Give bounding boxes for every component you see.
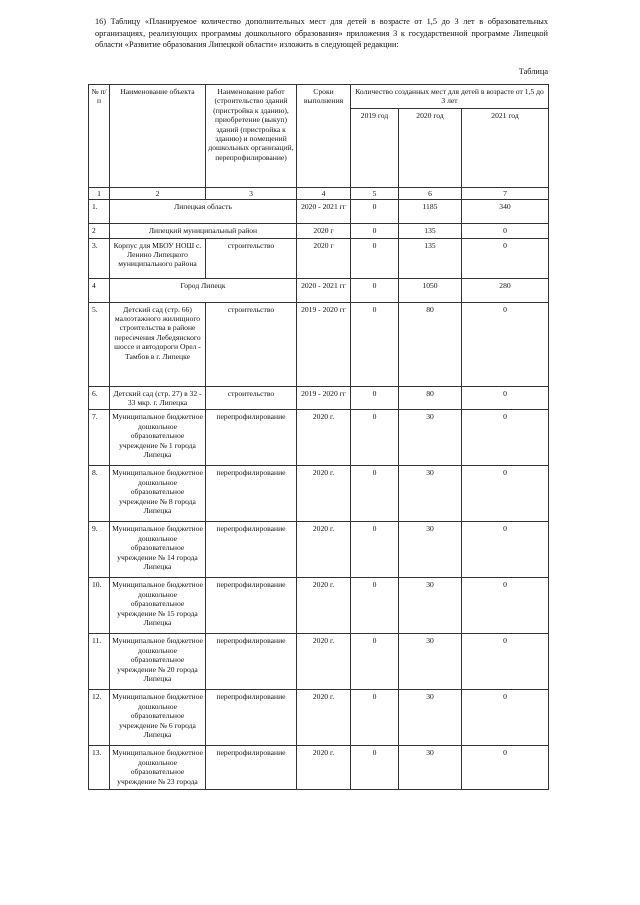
- row-terms-cell: 2020 г: [297, 238, 351, 278]
- row-name-cell: Муниципальное бюджетное дошкольное образовательное учреждение № 23 города: [110, 746, 206, 790]
- row-name-cell: Муниципальное бюджетное дошкольное образовательное учреждение № 14 города Липецка: [110, 522, 206, 578]
- table-row: [89, 238, 549, 278]
- row-number-cell: 8.: [89, 466, 110, 522]
- row-2019-cell: 0: [351, 466, 399, 522]
- header-places: Количество созданных мест для детей в возрасте от 1,5 до 3 лет: [351, 85, 549, 109]
- table-row: [89, 746, 549, 790]
- row-terms-cell: 2020 г.: [297, 410, 351, 466]
- table-row: [89, 578, 549, 634]
- row-number-cell: 4: [89, 278, 110, 302]
- row-number-cell: 2: [89, 224, 110, 238]
- row-2021-cell: 0: [462, 302, 549, 386]
- row-2021-cell: 0: [462, 578, 549, 634]
- row-2020-cell: 30: [399, 466, 462, 522]
- row-name-cell: Корпус для МБОУ НОШ с. Ленино Липецкого муниципального района: [110, 238, 206, 278]
- table-row: [89, 634, 549, 690]
- row-terms-cell: 2019 - 2020 гг: [297, 386, 351, 410]
- table-row: [89, 302, 549, 386]
- header-works: Наименование работ (строительство зданий (пристройка к зданию), приобретение (выкуп) зданий (пристройка к зданию) и помещений дошкольных организаций, перепрофилирование): [206, 85, 297, 188]
- row-terms-cell: 2020 - 2021 гг: [297, 278, 351, 302]
- row-number-cell: 10.: [89, 578, 110, 634]
- row-number-cell: 9.: [89, 522, 110, 578]
- header-name: Наименование объекта: [110, 85, 206, 188]
- row-number-cell: 7.: [89, 410, 110, 466]
- table-row: [89, 200, 549, 224]
- row-works-cell: перепрофилирование: [206, 578, 297, 634]
- row-2021-cell: 0: [462, 410, 549, 466]
- row-2020-cell: 30: [399, 522, 462, 578]
- row-2019-cell: 0: [351, 386, 399, 410]
- index-cell: 5: [351, 187, 399, 199]
- row-2020-cell: 80: [399, 386, 462, 410]
- row-name-cell: Муниципальное бюджетное дошкольное образовательное учреждение № 8 города Липецка: [110, 466, 206, 522]
- row-terms-cell: 2020 г.: [297, 746, 351, 790]
- row-terms-cell: 2020 г.: [297, 578, 351, 634]
- row-number-cell: 12.: [89, 690, 110, 746]
- table-row: [89, 386, 549, 410]
- index-cell: 1: [89, 187, 110, 199]
- row-number-cell: 11.: [89, 634, 110, 690]
- index-row: [89, 187, 549, 199]
- row-2021-cell: 0: [462, 690, 549, 746]
- row-number-cell: 5.: [89, 302, 110, 386]
- row-2020-cell: 30: [399, 578, 462, 634]
- row-number-cell: 1.: [89, 200, 110, 224]
- row-2020-cell: 30: [399, 410, 462, 466]
- table-label: Таблица: [518, 67, 548, 76]
- header-2019: 2019 год: [351, 108, 399, 187]
- row-terms-cell: 2020 г.: [297, 522, 351, 578]
- row-works-cell: строительство: [206, 238, 297, 278]
- row-terms-cell: 2020 г: [297, 224, 351, 238]
- row-2019-cell: 0: [351, 522, 399, 578]
- row-2019-cell: 0: [351, 634, 399, 690]
- row-terms-cell: 2019 - 2020 гг: [297, 302, 351, 386]
- row-works-cell: строительство: [206, 386, 297, 410]
- row-works-cell: перепрофилирование: [206, 466, 297, 522]
- table-body: [89, 200, 549, 790]
- row-2019-cell: 0: [351, 410, 399, 466]
- row-works-cell: перепрофилирование: [206, 746, 297, 790]
- row-2020-cell: 30: [399, 746, 462, 790]
- row-2019-cell: 0: [351, 302, 399, 386]
- index-cell: 6: [399, 187, 462, 199]
- row-2020-cell: 1185: [399, 200, 462, 224]
- table-row: [89, 522, 549, 578]
- row-terms-cell: 2020 г.: [297, 466, 351, 522]
- row-works-cell: строительство: [206, 302, 297, 386]
- header-terms: Сроки выполнения: [297, 85, 351, 188]
- row-works-cell: перепрофилирование: [206, 522, 297, 578]
- row-name-cell: Муниципальное бюджетное дошкольное образовательное учреждение № 20 города Липецка: [110, 634, 206, 690]
- table-row: [89, 466, 549, 522]
- row-2020-cell: 1050: [399, 278, 462, 302]
- row-name-cell: Детский сад (стр. 66) малоэтажного жилищного строительства в районе пересечения Лебедянского шоссе и автодороги Орел - Тамбов в г. Липецке: [110, 302, 206, 386]
- row-name-cell: Детский сад (стр. 27) в 32 - 33 мкр. г. Липецка: [110, 386, 206, 410]
- row-2019-cell: 0: [351, 238, 399, 278]
- row-2019-cell: 0: [351, 278, 399, 302]
- row-2021-cell: 0: [462, 386, 549, 410]
- row-number-cell: 6.: [89, 386, 110, 410]
- row-name-cell: Липецкая область: [110, 200, 297, 224]
- row-2021-cell: 0: [462, 466, 549, 522]
- row-2021-cell: 0: [462, 634, 549, 690]
- table-row: [89, 690, 549, 746]
- row-2019-cell: 0: [351, 690, 399, 746]
- index-cell: 4: [297, 187, 351, 199]
- index-cell: 2: [110, 187, 206, 199]
- row-name-cell: Муниципальное бюджетное дошкольное образовательное учреждение № 15 города Липецка: [110, 578, 206, 634]
- table-row: [89, 224, 549, 238]
- row-2020-cell: 80: [399, 302, 462, 386]
- row-name-cell: Липецкий муниципальный район: [110, 224, 297, 238]
- row-2020-cell: 30: [399, 690, 462, 746]
- row-2019-cell: 0: [351, 746, 399, 790]
- row-name-cell: Муниципальное бюджетное дошкольное образовательное учреждение № 1 города Липецка: [110, 410, 206, 466]
- row-works-cell: перепрофилирование: [206, 410, 297, 466]
- row-terms-cell: 2020 г.: [297, 690, 351, 746]
- row-2019-cell: 0: [351, 200, 399, 224]
- row-2021-cell: 0: [462, 746, 549, 790]
- row-2021-cell: 340: [462, 200, 549, 224]
- row-works-cell: перепрофилирование: [206, 690, 297, 746]
- header-2020: 2020 год: [399, 108, 462, 187]
- header-num: № п/п: [89, 85, 110, 188]
- row-terms-cell: 2020 - 2021 гг: [297, 200, 351, 224]
- row-terms-cell: 2020 г.: [297, 634, 351, 690]
- table-header: [89, 85, 549, 200]
- row-number-cell: 13.: [89, 746, 110, 790]
- row-name-cell: Город Липецк: [110, 278, 297, 302]
- row-name-cell: Муниципальное бюджетное дошкольное образовательное учреждение № 6 города Липецка: [110, 690, 206, 746]
- row-2020-cell: 30: [399, 634, 462, 690]
- places-table: [88, 84, 549, 790]
- row-2020-cell: 135: [399, 224, 462, 238]
- table-row: [89, 278, 549, 302]
- row-2021-cell: 0: [462, 522, 549, 578]
- row-2021-cell: 0: [462, 238, 549, 278]
- row-2020-cell: 135: [399, 238, 462, 278]
- index-cell: 7: [462, 187, 549, 199]
- index-cell: 3: [206, 187, 297, 199]
- row-works-cell: перепрофилирование: [206, 634, 297, 690]
- row-2019-cell: 0: [351, 578, 399, 634]
- table-row: [89, 410, 549, 466]
- row-2019-cell: 0: [351, 224, 399, 238]
- row-number-cell: 3.: [89, 238, 110, 278]
- intro-paragraph: 16) Таблицу «Планируемое количество дополнительных мест для детей в возрасте от 1,5 до 3 лет в образовательных организациях, реализующих программы дошкольного образования» приложения 3 к государственной программе Липецкой области «Развитие образования Липецкой области» изложить в следующей редакции:: [95, 17, 548, 50]
- row-2021-cell: 280: [462, 278, 549, 302]
- header-2021: 2021 год: [462, 108, 549, 187]
- row-2021-cell: 0: [462, 224, 549, 238]
